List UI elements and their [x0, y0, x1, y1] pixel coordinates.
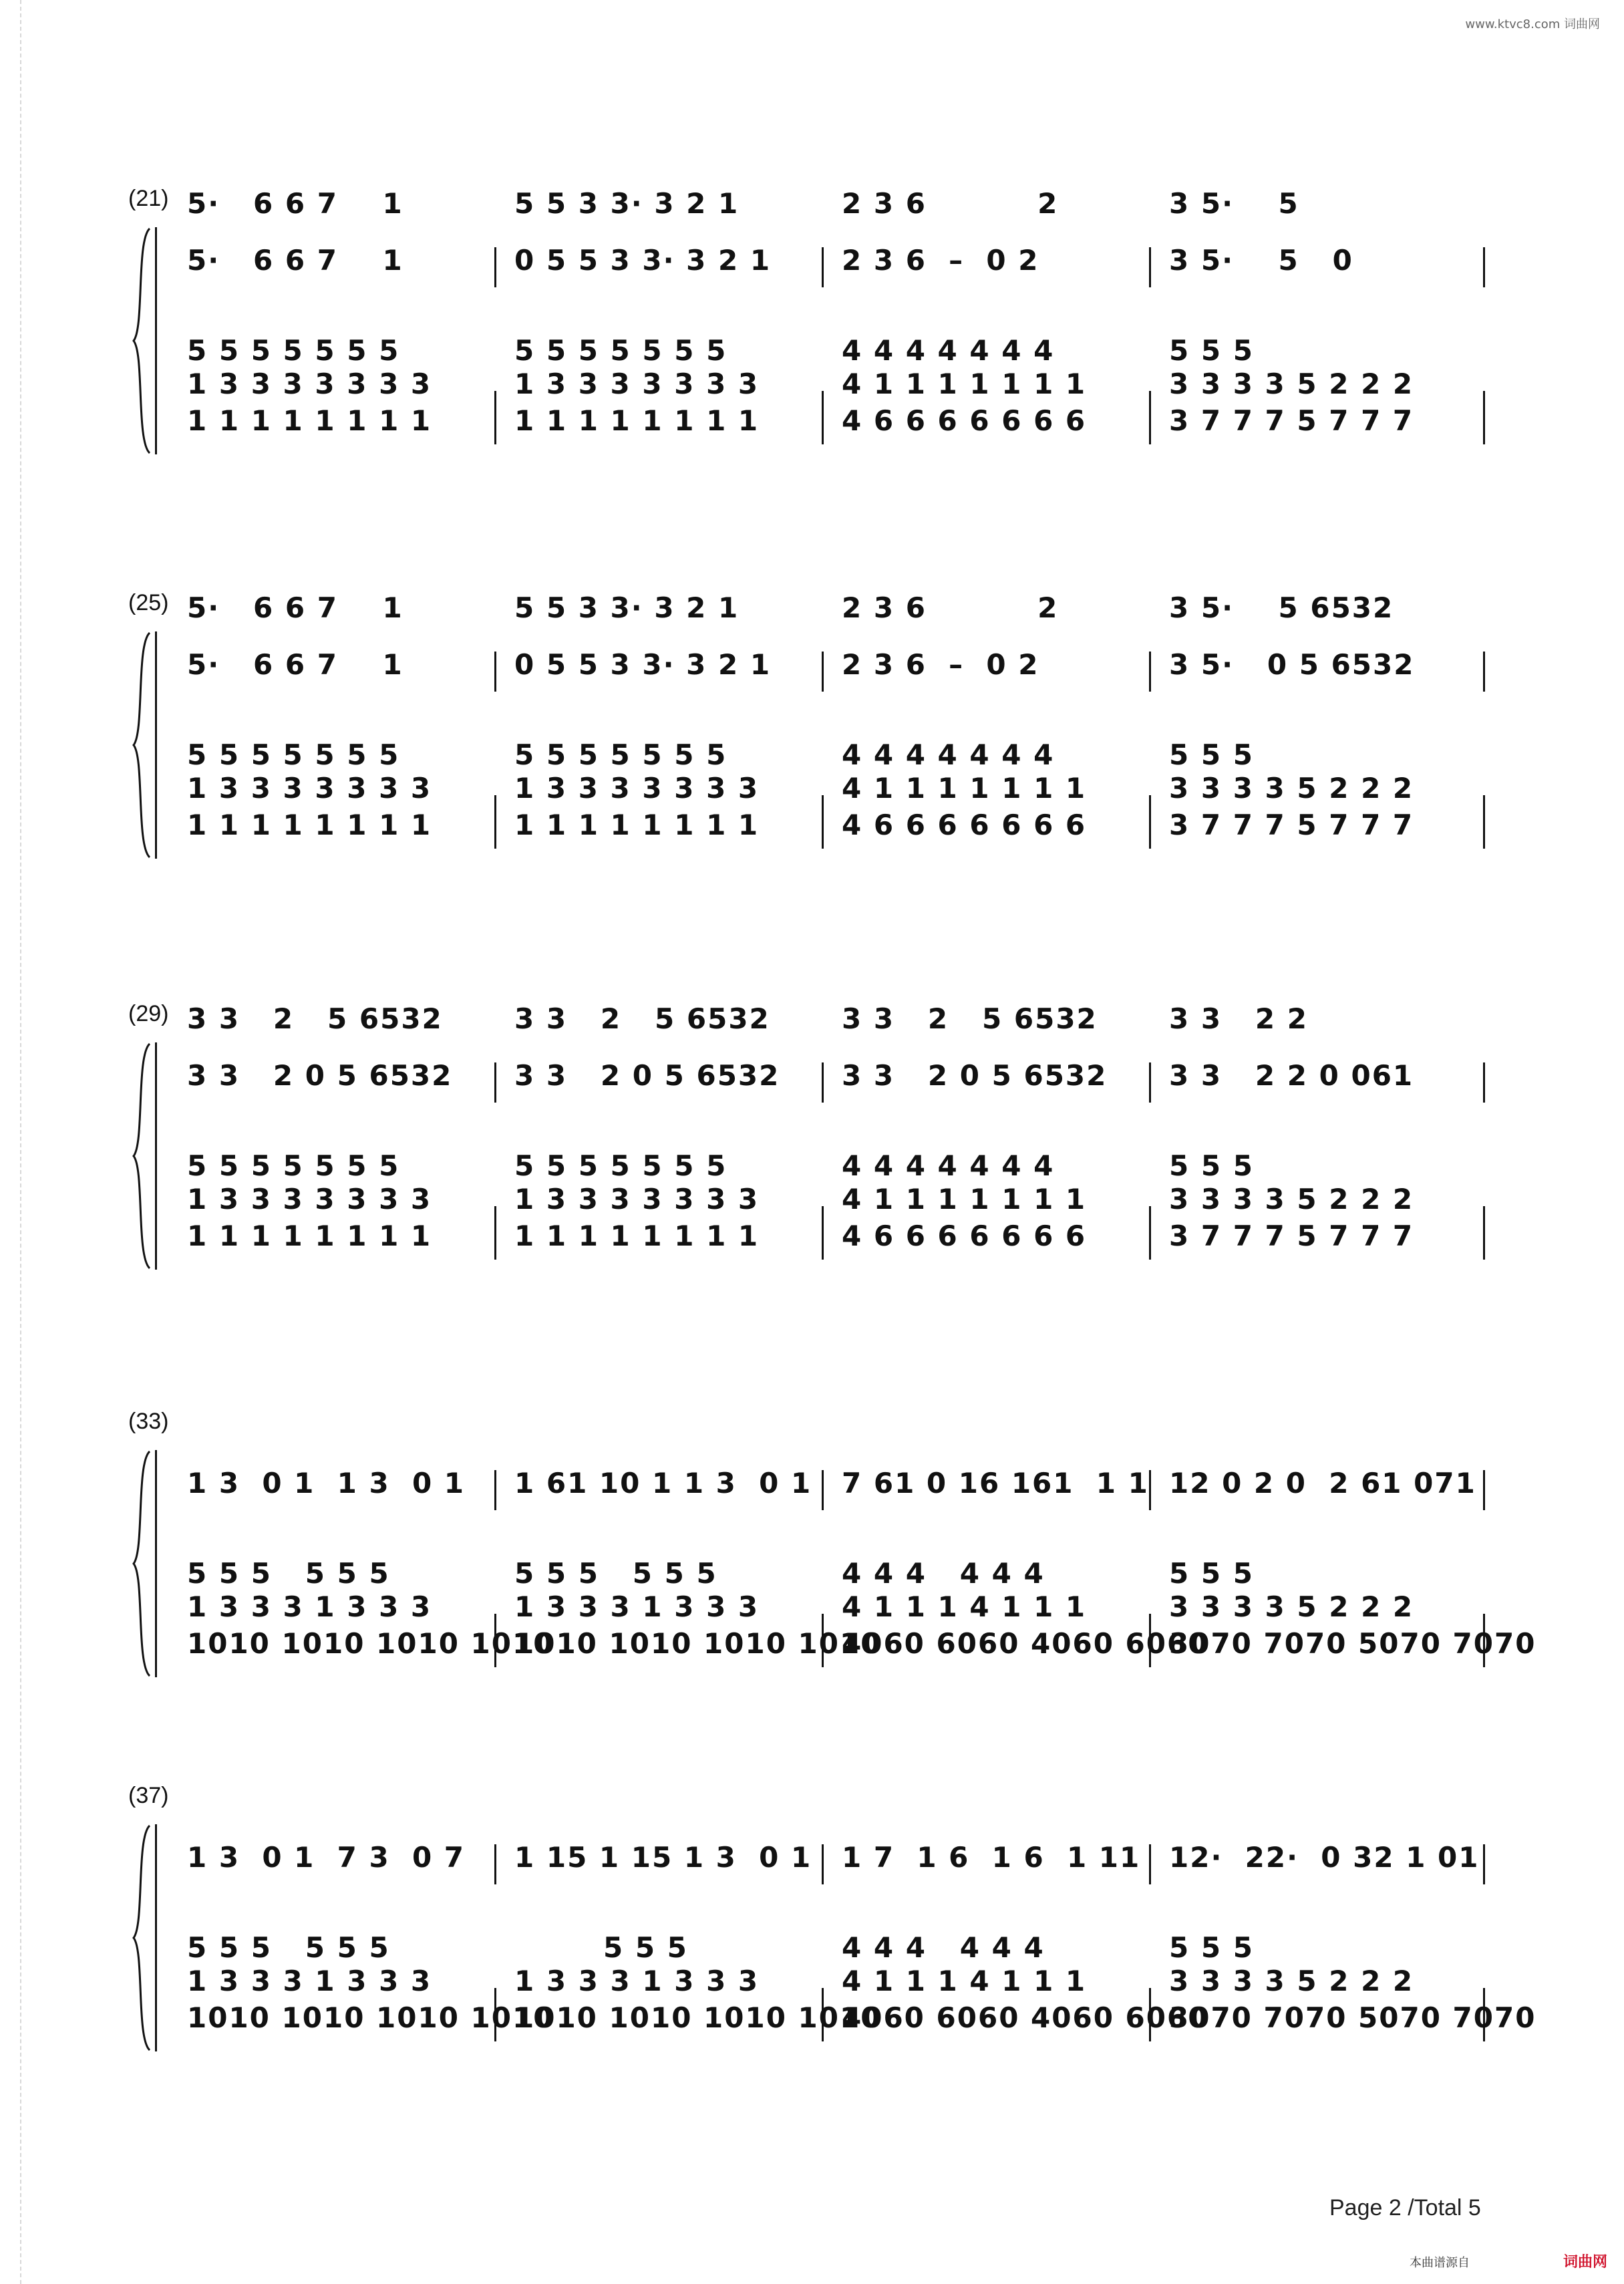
measure-cell: 5 5 3 3· 3 2 1	[514, 187, 740, 220]
measure-cell: 5 5 5	[1169, 1931, 1254, 1964]
measure-cell: 4060 6060 4060 6060	[842, 1627, 1209, 1660]
system-bar	[155, 227, 157, 454]
measure-cell: 4 4 4 4 4 4 4	[842, 738, 1055, 771]
measure-cell: 1010 1010 1010 1010	[187, 1627, 554, 1660]
measure-cell: 1 61 10 1 1 3 0 1	[514, 1467, 812, 1500]
measure-cell: 1 1 1 1 1 1 1 1	[514, 1220, 760, 1252]
system-bar	[155, 1450, 157, 1677]
measure-cell: 3 5· 0 5 6532	[1169, 648, 1415, 681]
measure-cell: 4060 6060 4060 6060	[842, 2001, 1209, 2034]
measure-cell: 5 5 5 5 5 5	[514, 1557, 717, 1590]
measure-number: (21)	[128, 186, 169, 211]
right-hand-line	[180, 244, 1490, 277]
footer-brand: 本曲谱源自	[1410, 2256, 1470, 2269]
measure-cell: 5 5 5 5 5 5 5	[187, 334, 400, 367]
measure-cell: 3 7 7 7 5 7 7 7	[1169, 404, 1414, 437]
measure-cell: 3 3 2 5 6532	[514, 1002, 770, 1035]
measure-cell: 1 1 1 1 1 1 1 1	[187, 1220, 432, 1252]
measure-cell: 1010 1010 1010 1010	[187, 2001, 554, 2034]
measure-cell: 3 3 2 0 5 6532	[514, 1059, 780, 1092]
measure-number: (25)	[128, 590, 169, 615]
right-hand-line	[180, 1059, 1490, 1092]
staff-brace	[131, 1450, 152, 1677]
measure-cell: 3070 7070 5070 7070	[1169, 1627, 1536, 1660]
measure-cell: 5 5 5 5 5 5	[187, 1931, 390, 1964]
measure-cell: 2 3 6 2	[842, 591, 1059, 624]
measure-cell: 1 7 1 6 1 6 1 11	[842, 1841, 1141, 1874]
chord-top-line	[180, 1149, 1490, 1182]
page-number: Page 2 /Total 5	[1329, 2195, 1481, 2221]
measure-cell: 3 3 2 0 5 6532	[187, 1059, 453, 1092]
measure-cell: 1 3 3 3 1 3 3 3	[187, 1965, 432, 1997]
measure-cell: 4 6 6 6 6 6 6 6	[842, 809, 1087, 841]
measure-cell: 5 5 5 5 5 5 5	[187, 1149, 400, 1182]
system-bar	[155, 1824, 157, 2051]
score-system	[0, 565, 1624, 872]
score-system	[0, 1757, 1624, 2065]
footer-logo: 词曲网	[1563, 2253, 1608, 2270]
score-system	[0, 160, 1624, 468]
measure-number: (29)	[128, 1001, 169, 1026]
melody-line	[180, 187, 1490, 220]
measure-cell: 4 1 1 1 1 1 1 1	[842, 368, 1087, 400]
measure-cell: 1 3 3 3 3 3 3 3	[187, 772, 432, 805]
right-hand-line	[180, 1467, 1490, 1500]
chord-middle-line	[180, 1590, 1490, 1623]
measure-cell: 5 5 5	[1169, 1557, 1254, 1590]
measure-cell: 1 3 3 3 3 3 3 3	[187, 1183, 432, 1216]
measure-cell: 4 4 4 4 4 4 4	[842, 1149, 1055, 1182]
chord-middle-line	[180, 368, 1490, 400]
staff-brace	[131, 1824, 152, 2051]
staff-brace	[131, 1042, 152, 1270]
measure-cell: 5 5 5 5 5 5 5	[514, 738, 727, 771]
measure-cell: 1 15 1 15 1 3 0 1	[514, 1841, 812, 1874]
chord-middle-line	[180, 1965, 1490, 1997]
measure-cell: 4 1 1 1 1 1 1 1	[842, 772, 1087, 805]
measure-cell: 1010 1010 1010 1010	[514, 1627, 882, 1660]
staff-brace	[131, 227, 152, 454]
bass-line	[180, 809, 1490, 841]
bass-line	[180, 2001, 1536, 2034]
measure-cell: 1 3 3 3 3 3 3 3	[514, 772, 760, 805]
measure-cell: 3 5· 5 6532	[1169, 591, 1394, 624]
measure-cell: 3 3 2 0 5 6532	[842, 1059, 1108, 1092]
measure-number: (33)	[128, 1409, 169, 1434]
measure-cell: 1 3 0 1 7 3 0 7	[187, 1841, 466, 1874]
measure-cell: 4 1 1 1 1 1 1 1	[842, 1183, 1087, 1216]
measure-cell: 1 1 1 1 1 1 1 1	[187, 809, 432, 841]
measure-cell: 2 3 6 – 0 2	[842, 648, 1039, 681]
measure-cell: 0 5 5 3 3· 3 2 1	[514, 244, 772, 277]
bass-line	[180, 1220, 1490, 1252]
measure-cell: 4 4 4 4 4 4	[842, 1931, 1045, 1964]
measure-cell: 5 5 5 5 5 5 5	[187, 738, 400, 771]
measure-cell: 7 61 0 16 161 1 1	[842, 1467, 1149, 1500]
chord-top-line	[180, 1931, 1490, 1964]
measure-cell: 3 3 3 3 5 2 2 2	[1169, 1965, 1414, 1997]
measure-cell: 4 6 6 6 6 6 6 6	[842, 404, 1087, 437]
measure-cell: 3 7 7 7 5 7 7 7	[1169, 809, 1414, 841]
chord-top-line	[180, 1557, 1490, 1590]
measure-cell: 5· 6 6 7 1	[187, 244, 403, 277]
measure-cell: 4 4 4 4 4 4 4	[842, 334, 1055, 367]
system-bar	[155, 1042, 157, 1270]
measure-cell: 5· 6 6 7 1	[187, 591, 403, 624]
measure-cell: 5 5 5	[514, 1931, 688, 1964]
measure-cell: 12 0 2 0 2 61 071	[1169, 1467, 1476, 1500]
measure-cell: 1010 1010 1010 1010	[514, 2001, 882, 2034]
measure-cell: 5 5 5	[1169, 1149, 1254, 1182]
right-hand-line	[180, 648, 1490, 681]
system-bar	[155, 631, 157, 859]
measure-cell: 4 1 1 1 4 1 1 1	[842, 1590, 1087, 1623]
measure-cell: 3 5· 5	[1169, 187, 1299, 220]
measure-cell: 1 3 3 3 3 3 3 3	[187, 368, 432, 400]
measure-cell: 3 3 3 3 5 2 2 2	[1169, 772, 1414, 805]
measure-number: (37)	[128, 1783, 169, 1808]
measure-cell: 1 3 3 3 1 3 3 3	[514, 1965, 760, 1997]
measure-cell: 1 3 0 1 1 3 0 1	[187, 1467, 466, 1500]
site-header: www.ktvc8.com 词曲网	[1465, 17, 1600, 31]
measure-cell: 1 1 1 1 1 1 1 1	[514, 404, 760, 437]
measure-cell: 4 1 1 1 4 1 1 1	[842, 1965, 1087, 1997]
chord-top-line	[180, 334, 1490, 367]
measure-cell: 5 5 5 5 5 5	[187, 1557, 390, 1590]
bass-line	[180, 404, 1490, 437]
measure-cell: 3 3 2 2 0 061	[1169, 1059, 1414, 1092]
right-hand-line	[180, 1841, 1490, 1874]
measure-cell: 5 5 5	[1169, 738, 1254, 771]
melody-line	[180, 591, 1490, 624]
score-system	[0, 1383, 1624, 1691]
measure-cell: 3 5· 5 0	[1169, 244, 1353, 277]
measure-cell: 3 3 3 3 5 2 2 2	[1169, 1590, 1414, 1623]
measure-cell: 5 5 3 3· 3 2 1	[514, 591, 740, 624]
bass-line	[180, 1627, 1536, 1660]
measure-cell: 1 1 1 1 1 1 1 1	[187, 404, 432, 437]
measure-cell: 5 5 5	[1169, 334, 1254, 367]
measure-cell: 3 3 2 5 6532	[842, 1002, 1098, 1035]
measure-cell: 1 3 3 3 1 3 3 3	[187, 1590, 432, 1623]
measure-cell: 4 4 4 4 4 4	[842, 1557, 1045, 1590]
measure-cell: 1 3 3 3 3 3 3 3	[514, 1183, 760, 1216]
melody-line	[180, 1002, 1490, 1035]
measure-cell: 5· 6 6 7 1	[187, 648, 403, 681]
measure-cell: 4 6 6 6 6 6 6 6	[842, 1220, 1087, 1252]
measure-cell: 1 3 3 3 1 3 3 3	[514, 1590, 760, 1623]
staff-brace	[131, 631, 152, 859]
chord-middle-line	[180, 1183, 1490, 1216]
measure-cell: 0 5 5 3 3· 3 2 1	[514, 648, 772, 681]
measure-cell: 3 3 2 5 6532	[187, 1002, 443, 1035]
measure-cell: 2 3 6 2	[842, 187, 1059, 220]
score-system	[0, 976, 1624, 1283]
measure-cell: 3 3 3 3 5 2 2 2	[1169, 368, 1414, 400]
measure-cell: 5 5 5 5 5 5 5	[514, 1149, 727, 1182]
measure-cell: 3 3 3 3 5 2 2 2	[1169, 1183, 1414, 1216]
measure-cell: 12· 22· 0 32 1 01	[1169, 1841, 1480, 1874]
chord-middle-line	[180, 772, 1490, 805]
measure-cell: 5 5 5 5 5 5 5	[514, 334, 727, 367]
chord-top-line	[180, 738, 1490, 771]
measure-cell: 3 3 2 2	[1169, 1002, 1309, 1035]
measure-cell: 5· 6 6 7 1	[187, 187, 403, 220]
measure-cell: 1 1 1 1 1 1 1 1	[514, 809, 760, 841]
measure-cell: 3070 7070 5070 7070	[1169, 2001, 1536, 2034]
measure-cell: 3 7 7 7 5 7 7 7	[1169, 1220, 1414, 1252]
measure-cell: 1 3 3 3 3 3 3 3	[514, 368, 760, 400]
measure-cell: 2 3 6 – 0 2	[842, 244, 1039, 277]
